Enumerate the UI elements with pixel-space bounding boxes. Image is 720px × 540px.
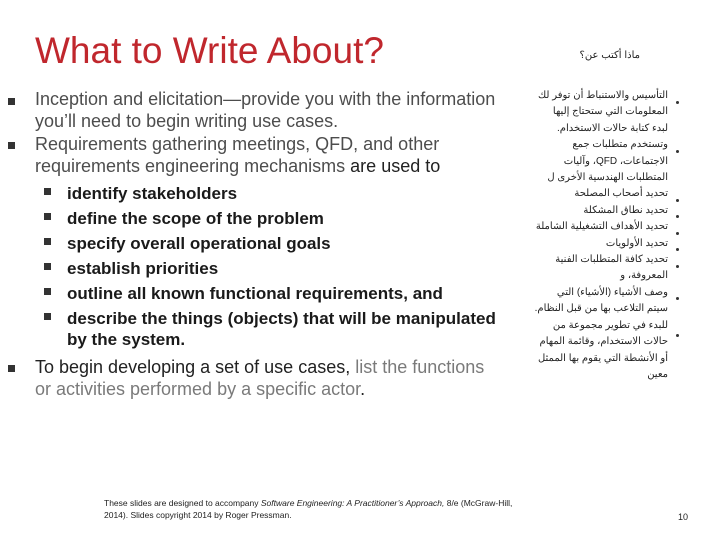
bullet-marker (8, 142, 15, 149)
sub-bullet-marker (44, 313, 51, 320)
bullet-requirements-text: Requirements gathering meetings, QFD, and other requirements engineering mechanisms (35, 134, 440, 176)
arabic-line: وصف الأشياء (الأشياء) التي (556, 286, 668, 298)
arabic-bullet-dot (676, 215, 679, 218)
sub-item-establish-priorities: establish priorities (67, 259, 219, 278)
arabic-bullet-dot (676, 248, 679, 251)
arabic-bullet-dot (676, 232, 679, 235)
sub-item-define-scope: define the scope of the problem (67, 209, 324, 228)
bullet-requirements-emph: are used to (345, 156, 441, 176)
sub-item-outline-requirements: outline all known functional requirements, and (67, 284, 443, 303)
page-number: 10 (678, 512, 689, 522)
arabic-line: الاجتماعات، QFD، وآليات (563, 155, 668, 167)
sub-bullet-marker (44, 213, 51, 220)
arabic-line: التأسيس والاستنباط أن توفر لك (537, 90, 668, 101)
arabic-bullet-dot (676, 297, 679, 300)
bullet-marker (8, 365, 15, 372)
footer-book-title: Software Engineering: A Practitioner’s Approach, (260, 498, 445, 508)
sub-item-specify-goals: specify overall operational goals (67, 234, 331, 253)
arabic-translation-column (508, 88, 668, 383)
arabic-line: وتستخدم متطلبات جمع (572, 139, 668, 151)
arabic-bullet-dot (676, 199, 679, 202)
arabic-line: تحديد نطاق المشكلة (583, 204, 668, 216)
bullet-requirements (35, 133, 505, 177)
arabic-line: للبدء في تطوير مجموعة من (552, 319, 668, 331)
arabic-bullet-dot (676, 150, 679, 153)
arabic-line: تحديد كافة المتطلبات الفنية (555, 254, 668, 266)
bullet-use-cases-list: list the functions or activities performed by a specific actor (35, 357, 485, 399)
bullet-inception-text: Inception and elicitation—provide you with the information you’ll need to begin writing use cases. (35, 89, 496, 131)
arabic-line: لبدء كتابة حالات الاستخدام. (557, 122, 668, 134)
arabic-line: تحديد أصحاب المصلحة (574, 188, 668, 200)
sub-item-describe-objects: describe the things (objects) that will be manipulated by the system. (67, 309, 496, 349)
arabic-line: حالات الاستخدام، وقائمة المهام (539, 336, 668, 348)
sub-bullet-marker (44, 238, 51, 245)
arabic-bullet-dot (676, 265, 679, 268)
bullet-use-cases: To begin developing a set of use cases, list the functions or activities performed by a specific actor. (35, 357, 485, 399)
slide-title: What to Write About? (35, 30, 384, 71)
arabic-slide-title: ماذا أكتب عن؟ (579, 50, 640, 61)
bullet-inception (35, 88, 505, 132)
bullet-use-cases-text: To begin developing a set of use cases, (35, 357, 351, 377)
arabic-line: المعلومات التي ستحتاج إليها (552, 106, 668, 118)
arabic-line: تحديد الأولويات (605, 237, 668, 249)
arabic-line: سيتم التلاعب بها من قبل النظام. (534, 303, 668, 315)
arabic-bullet-dot (676, 334, 679, 337)
arabic-line: المتطلبات الهندسية الأخرى ل (547, 172, 668, 184)
sub-bullet-marker (44, 188, 51, 195)
sub-bullet-marker (44, 263, 51, 270)
arabic-bullet-dot (676, 101, 679, 104)
footer-copyright: These slides are designed to accompany Software Engineering: A Practitioner’s Approach, 8/e (McGraw-Hill, 2014). Slides copyright 2014 by Roger Pressman. (104, 498, 513, 520)
arabic-line: تحديد الأهداف التشغيلية الشاملة (535, 221, 668, 233)
arabic-line: معين (647, 368, 668, 380)
sub-bullet-marker (44, 288, 51, 295)
bullet-marker (8, 98, 15, 105)
arabic-line: المعروفة، و (620, 270, 668, 282)
arabic-line: أو الأنشطة التي يقوم بها الممثل (537, 352, 668, 364)
sub-item-identify-stakeholders: identify stakeholders (67, 184, 238, 203)
